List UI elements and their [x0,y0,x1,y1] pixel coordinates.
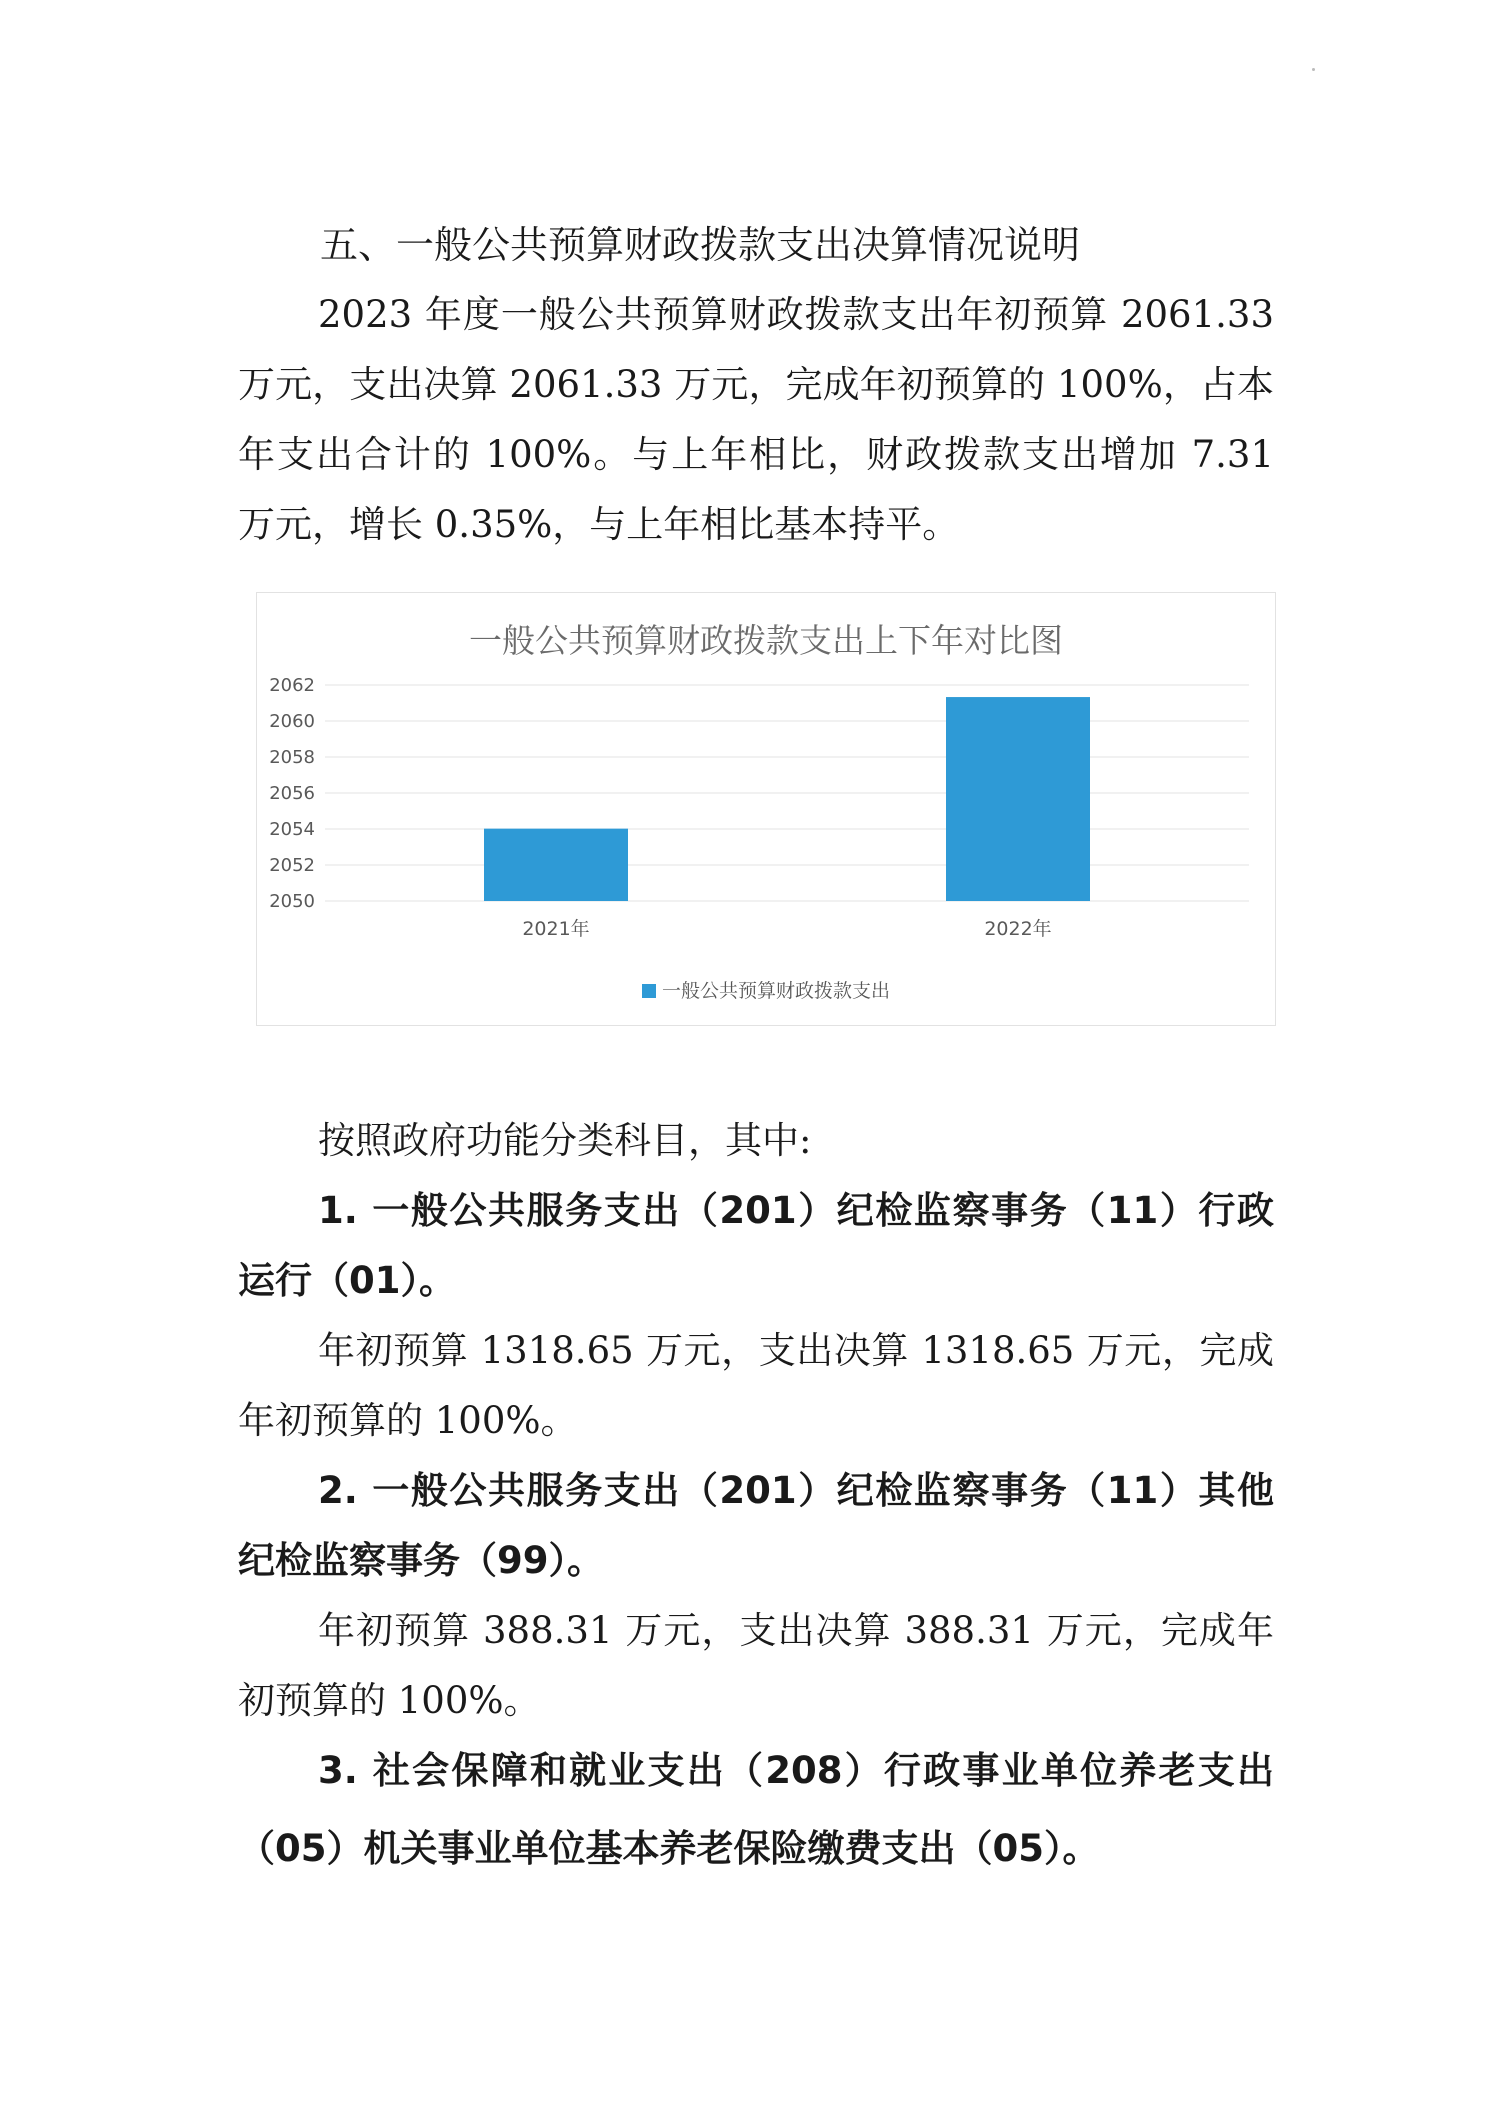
item-1-title-line-1: 1. 一般公共服务支出（201）纪检监察事务（11）行政 [318,1189,1274,1232]
scan-speck [1312,68,1315,71]
item-1-body-line-1: 年初预算 1318.65 万元，支出决算 1318.65 万元，完成 [318,1329,1274,1372]
item-2-title-line-1: 2. 一般公共服务支出（201）纪检监察事务（11）其他 [318,1469,1274,1512]
section-heading: 五、一般公共预算财政拨款支出决算情况说明 [320,223,1081,267]
chart-plot [257,593,1275,1025]
y-tick-label: 2058 [269,747,315,768]
chart-legend [257,976,1275,1003]
y-tick-label: 2060 [269,711,315,732]
bar [484,829,628,901]
item-3-title-line-1: 3. 社会保障和就业支出（208）行政事业单位养老支出 [318,1749,1274,1792]
item-1-title-line-2: 运行（01）。 [238,1259,456,1302]
classification-intro: 按照政府功能分类科目，其中: [318,1119,812,1162]
x-tick-label: 2021年 [522,918,590,940]
legend-swatch [642,984,656,998]
bar [946,697,1090,901]
y-tick-label: 2054 [269,819,315,840]
bar-chart [256,592,1276,1026]
y-tick-label: 2062 [269,675,315,696]
item-3-title-line-2: （05）机关事业单位基本养老保险缴费支出（05）。 [238,1827,1100,1870]
y-tick-label: 2050 [269,891,315,912]
intro-line-1: 2023 年度一般公共预算财政拨款支出年初预算 2061.33 [318,293,1274,336]
y-tick-label: 2056 [269,783,315,804]
intro-line-4: 万元，增长 0.35%，与上年相比基本持平。 [238,503,960,546]
x-tick-label: 2022年 [984,918,1052,940]
chart-title: 一般公共预算财政拨款支出上下年对比图 [469,621,1063,660]
intro-line-2: 万元，支出决算 2061.33 万元，完成年初预算的 100%，占本 [238,363,1274,406]
item-2-title-line-2: 纪检监察事务（99）。 [238,1539,604,1582]
item-2-body-line-2: 初预算的 100%。 [238,1679,541,1722]
item-1-body-line-2: 年初预算的 100%。 [238,1399,578,1442]
y-tick-label: 2052 [269,855,315,876]
legend-label: 一般公共预算财政拨款支出 [661,980,890,1002]
item-2-body-line-1: 年初预算 388.31 万元，支出决算 388.31 万元，完成年 [318,1609,1274,1652]
intro-line-3: 年支出合计的 100%。与上年相比，财政拨款支出增加 7.31 [238,433,1274,476]
